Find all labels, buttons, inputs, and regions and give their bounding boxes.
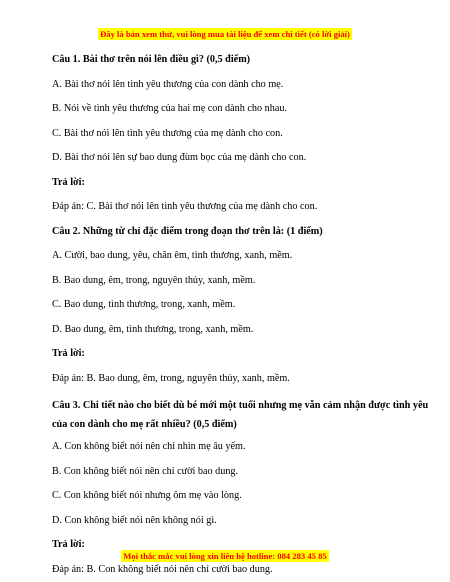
answer-text: Đáp án: B. Bao dung, êm, trong, nguyên thủy, xanh, mềm.: [52, 372, 290, 384]
option-d: D. Bao dung, êm, tình thương, trong, xanh, mềm.: [52, 323, 254, 335]
hotline-text: Mọi thắc mắc vui lòng xin liên hệ hotline: 084 283 45 85: [123, 551, 327, 561]
answer-text: Đáp án: B. Con không biết nói nên chỉ cười bao dung.: [52, 563, 273, 575]
answer-label: Trả lời:: [52, 539, 85, 550]
option-b: B. Con không biết nói nên chỉ cười bao dung.: [52, 465, 239, 477]
preview-notice-banner: [0, 24, 450, 42]
document-body: [52, 53, 430, 576]
question-title: Câu 2. Những từ chỉ đặc điểm trong đoạn thơ trên là: (1 điểm): [52, 225, 323, 237]
option-b: B. Nói về tình yêu thương của hai mẹ con dành cho nhau.: [52, 103, 287, 114]
question-1: [52, 53, 430, 225]
answer-label: Trả lời:: [52, 348, 85, 359]
option-d: D. Con không biết nói nên không nói gì.: [52, 514, 217, 526]
question-title: Câu 3. Chi tiết nào cho biết dù bé mới một tuổi nhưng mẹ vẫn cảm nhận được tình yêu của con dành cho mẹ rất nhiều? (0,5 điểm): [52, 400, 429, 430]
option-a: A. Con không biết nói nên chỉ nhìn mẹ âu yếm.: [52, 441, 246, 452]
option-b: B. Bao dung, êm, trong, nguyên thủy, xanh, mềm.: [52, 274, 256, 286]
option-a: A. Bài thơ nói lên tình yêu thương của con dành cho mẹ.: [52, 78, 284, 90]
option-a: A. Cười, bao dung, yêu, chăn êm, tình thương, xanh, mềm.: [52, 250, 293, 261]
preview-notice-text: Đây là bản xem thử, vui lòng mua tài liệu để xem chi tiết (có lời giải): [100, 29, 350, 39]
question-2: [52, 225, 430, 397]
hotline-banner: [0, 546, 450, 564]
question-title: Câu 1. Bài thơ trên nói lên điều gì? (0,5 điểm): [52, 54, 251, 65]
answer-label: Trả lời:: [52, 176, 85, 188]
answer-text: Đáp án: C. Bài thơ nói lên tình yêu thương của mẹ dành cho con.: [52, 201, 318, 212]
option-d: D. Bài thơ nói lên sự bao dung đùm bọc của mẹ dành cho con.: [52, 152, 307, 163]
option-c: C. Con không biết nói nhưng ôm mẹ vào lòng.: [52, 490, 242, 501]
option-c: C. Bao dung, tình thương, trong, xanh, mềm.: [52, 299, 236, 310]
option-c: C. Bài thơ nói lên tình yêu thương của mẹ dành cho con.: [52, 127, 283, 139]
